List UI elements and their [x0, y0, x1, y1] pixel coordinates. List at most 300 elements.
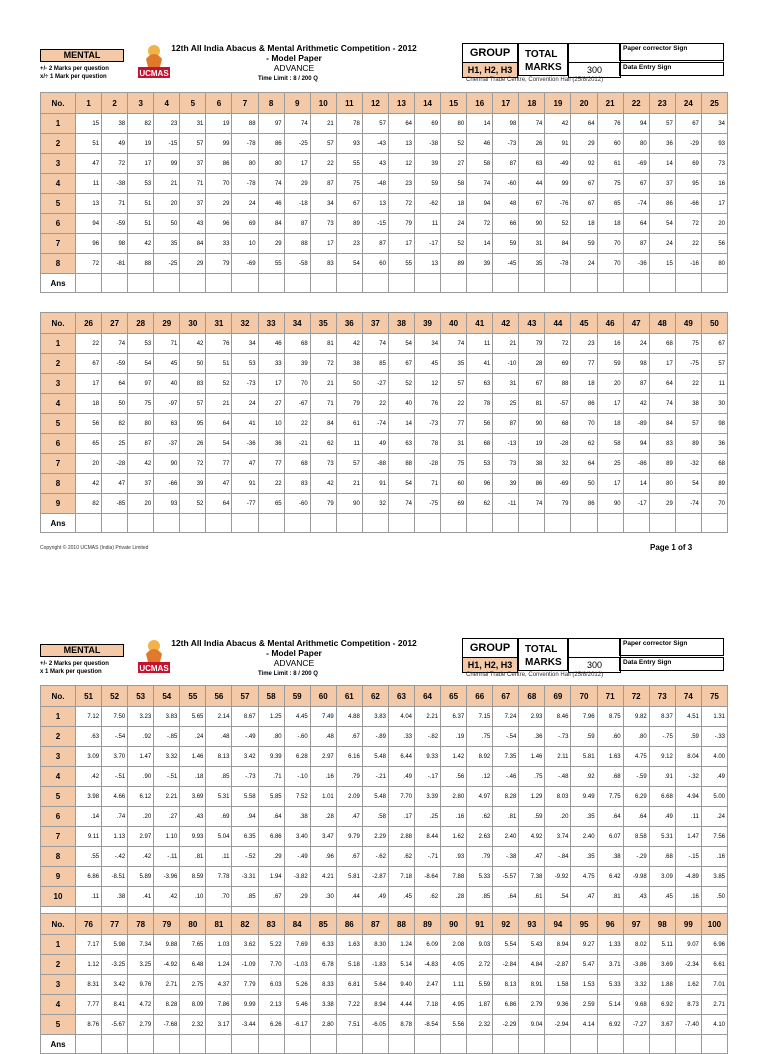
time-limit: Time Limit : 8 / 200 Q: [258, 76, 318, 82]
question-number: 65: [441, 686, 467, 707]
table-cell: 3.69: [649, 955, 675, 975]
question-number: 89: [415, 914, 441, 935]
table-cell: .64: [493, 887, 519, 907]
question-number: 19: [545, 93, 571, 114]
table-cell: 61: [336, 414, 362, 434]
table-cell: 34: [701, 114, 727, 134]
table-cell: 39: [493, 474, 519, 494]
table-cell: 64: [649, 374, 675, 394]
table-cell: 4.88: [336, 707, 362, 727]
question-number: 69: [545, 686, 571, 707]
table-cell: 88: [128, 254, 154, 274]
table-cell: 98: [623, 354, 649, 374]
answer-cell[interactable]: [545, 1035, 571, 1054]
table-cell: 83: [310, 254, 336, 274]
answer-cell[interactable]: [467, 1035, 493, 1054]
competition-title: 12th All India Abacus & Mental Arithmetic Competition - 2012 - Model Paper: [171, 43, 417, 63]
table-cell: .28: [310, 807, 336, 827]
answer-cell[interactable]: [701, 1035, 727, 1054]
table-cell: 7.18: [415, 995, 441, 1015]
table-cell: 87: [128, 434, 154, 454]
answer-cell[interactable]: [519, 514, 545, 533]
answer-cell[interactable]: [102, 1035, 128, 1054]
data-entry-sign[interactable]: Data Entry Sign: [619, 62, 724, 76]
table-cell: 3.85: [701, 867, 727, 887]
row-number: 6: [41, 214, 76, 234]
table-cell: 5.31: [649, 827, 675, 847]
table-cell: 67: [701, 334, 727, 354]
table-cell: 71: [102, 194, 128, 214]
table-cell: 34: [415, 334, 441, 354]
table-cell: -59: [102, 354, 128, 374]
table-cell: 80: [258, 154, 284, 174]
table-cell: .17: [388, 807, 414, 827]
table-cell: .59: [519, 807, 545, 827]
table-cell: 70: [597, 234, 623, 254]
answer-cell[interactable]: [467, 514, 493, 533]
row-number: 6: [41, 434, 76, 454]
table-cell: 57: [180, 394, 206, 414]
data-entry-sign[interactable]: Data Entry Sign: [619, 657, 724, 671]
table-cell: 31: [519, 234, 545, 254]
table-cell: 2.21: [415, 707, 441, 727]
table-cell: 7.34: [128, 935, 154, 955]
answer-cell[interactable]: [336, 1035, 362, 1054]
question-table: [40, 685, 728, 926]
table-cell: 11: [76, 174, 102, 194]
answer-cell[interactable]: [76, 514, 102, 533]
answer-cell[interactable]: [258, 274, 284, 293]
total-marks-score-box[interactable]: [568, 43, 621, 63]
table-cell: 5.33: [597, 975, 623, 995]
answer-cell[interactable]: [493, 514, 519, 533]
table-cell: 53: [128, 334, 154, 354]
answer-cell[interactable]: [284, 274, 310, 293]
copyright: Copyright © 2010 UCMAS (India) Private Limited: [40, 545, 149, 551]
table-cell: 87: [493, 414, 519, 434]
table-cell: -89: [623, 414, 649, 434]
paper-corrector-sign[interactable]: Paper corrector Sign: [619, 43, 724, 61]
table-cell: 36: [649, 134, 675, 154]
table-cell: 87: [493, 154, 519, 174]
table-cell: 3.39: [415, 787, 441, 807]
table-cell: 8.31: [76, 975, 102, 995]
table-cell: 51: [206, 354, 232, 374]
table-cell: .85: [232, 887, 258, 907]
answer-cell[interactable]: [597, 514, 623, 533]
answer-cell[interactable]: [102, 274, 128, 293]
table-cell: 7.86: [206, 995, 232, 1015]
table-cell: 2.75: [180, 975, 206, 995]
answer-cell[interactable]: [415, 514, 441, 533]
answer-cell[interactable]: [597, 1035, 623, 1054]
table-cell: 21: [336, 474, 362, 494]
level-label: ADVANCE: [273, 63, 315, 73]
answer-cell[interactable]: [519, 274, 545, 293]
table-cell: -.59: [623, 767, 649, 787]
table-cell: 13: [76, 194, 102, 214]
table-cell: 64: [388, 114, 414, 134]
table-cell: .38: [284, 807, 310, 827]
table-cell: 74: [388, 494, 414, 514]
table-cell: 5.48: [362, 787, 388, 807]
answer-cell[interactable]: [519, 1035, 545, 1054]
table-cell: 79: [206, 254, 232, 274]
answer-cell[interactable]: [441, 514, 467, 533]
row-number: 2: [41, 354, 76, 374]
table-cell: 65: [597, 194, 623, 214]
table-cell: 18: [441, 194, 467, 214]
table-cell: 7.96: [571, 707, 597, 727]
answer-cell[interactable]: [362, 514, 388, 533]
table-cell: -2.29: [493, 1015, 519, 1035]
table-cell: 8.09: [180, 995, 206, 1015]
table-cell: 8.03: [545, 787, 571, 807]
answer-cell[interactable]: [206, 274, 232, 293]
answer-cell[interactable]: [415, 1035, 441, 1054]
table-cell: 19: [519, 434, 545, 454]
table-cell: 3.42: [232, 747, 258, 767]
table-cell: 4.66: [102, 787, 128, 807]
answer-cell[interactable]: [180, 1035, 206, 1054]
answer-cell[interactable]: [701, 514, 727, 533]
table-cell: 8.76: [76, 1015, 102, 1035]
table-cell: 9.49: [571, 787, 597, 807]
table-cell: 43: [362, 154, 388, 174]
table-cell: .81: [493, 807, 519, 827]
table-cell: -38: [102, 174, 128, 194]
table-cell: 76: [597, 114, 623, 134]
table-cell: 46: [258, 194, 284, 214]
answer-cell[interactable]: [388, 514, 414, 533]
table-cell: 74: [258, 174, 284, 194]
table-cell: 31: [441, 434, 467, 454]
table-row: [41, 827, 728, 847]
table-cell: .49: [701, 767, 727, 787]
table-cell: 63: [388, 434, 414, 454]
marks-rule-mul: x 1 Mark per question: [40, 669, 102, 675]
question-number: 91: [467, 914, 493, 935]
answer-cell[interactable]: [623, 1035, 649, 1054]
table-cell: 37: [180, 194, 206, 214]
table-cell: 64: [102, 374, 128, 394]
table-cell: 61: [597, 154, 623, 174]
table-row: [41, 114, 728, 134]
logo-text: UCMAS: [139, 69, 169, 78]
answer-cell[interactable]: [206, 1035, 232, 1054]
answer-cell[interactable]: [362, 274, 388, 293]
answer-cell[interactable]: [258, 1035, 284, 1054]
table-cell: 17: [76, 374, 102, 394]
table-cell: 80: [128, 414, 154, 434]
question-number: 37: [362, 313, 388, 334]
answer-cell[interactable]: [336, 274, 362, 293]
table-cell: 8.37: [649, 707, 675, 727]
table-cell: 75: [675, 334, 701, 354]
table-cell: .74: [102, 807, 128, 827]
table-cell: -25: [284, 134, 310, 154]
table-cell: 81: [519, 394, 545, 414]
answer-cell[interactable]: [493, 1035, 519, 1054]
answer-cell[interactable]: [76, 274, 102, 293]
answer-cell[interactable]: [649, 274, 675, 293]
table-cell: 17: [701, 194, 727, 214]
table-cell: -.51: [102, 767, 128, 787]
question-table: [40, 92, 728, 293]
table-cell: .85: [467, 887, 493, 907]
table-cell: 2.59: [571, 995, 597, 1015]
question-number: 23: [649, 93, 675, 114]
answer-cell[interactable]: [441, 274, 467, 293]
answer-cell[interactable]: [545, 514, 571, 533]
table-cell: 5.58: [232, 787, 258, 807]
table-cell: 60: [597, 134, 623, 154]
answer-cell[interactable]: [102, 514, 128, 533]
table-cell: 1.62: [675, 975, 701, 995]
table-cell: 9.76: [128, 975, 154, 995]
table-cell: 64: [623, 214, 649, 234]
answer-row: [41, 514, 728, 533]
column-header-row: [41, 313, 728, 334]
table-row: [41, 394, 728, 414]
table-cell: -.38: [493, 847, 519, 867]
answer-cell[interactable]: [180, 274, 206, 293]
question-number: 59: [284, 686, 310, 707]
table-cell: 33: [206, 234, 232, 254]
table-cell: .92: [571, 767, 597, 787]
question-number: 28: [128, 313, 154, 334]
table-cell: -75: [415, 494, 441, 514]
table-cell: 83: [284, 474, 310, 494]
table-cell: 6.03: [258, 975, 284, 995]
answer-cell[interactable]: [441, 1035, 467, 1054]
question-number: 90: [441, 914, 467, 935]
table-cell: -.33: [701, 727, 727, 747]
ans-label: Ans: [41, 514, 76, 533]
table-cell: 4.45: [284, 707, 310, 727]
table-cell: 34: [232, 334, 258, 354]
table-cell: 80: [441, 114, 467, 134]
table-cell: 27: [441, 154, 467, 174]
row-number: 5: [41, 194, 76, 214]
question-number: 62: [362, 686, 388, 707]
table-cell: 74: [102, 334, 128, 354]
table-cell: 35: [441, 354, 467, 374]
answer-cell[interactable]: [675, 1035, 701, 1054]
table-cell: 54: [128, 354, 154, 374]
no-header: No.: [41, 313, 76, 334]
table-cell: .90: [128, 767, 154, 787]
question-number: 66: [467, 686, 493, 707]
table-cell: 7.77: [76, 995, 102, 1015]
question-number: 16: [467, 93, 493, 114]
answer-cell[interactable]: [232, 274, 258, 293]
table-cell: 7.56: [701, 827, 727, 847]
answer-cell[interactable]: [701, 274, 727, 293]
question-number: 13: [388, 93, 414, 114]
table-cell: .41: [128, 887, 154, 907]
table-cell: 22: [675, 234, 701, 254]
table-cell: 94: [623, 434, 649, 454]
table-cell: -29: [675, 134, 701, 154]
table-cell: .49: [649, 807, 675, 827]
table-cell: 24: [649, 234, 675, 254]
question-number: 20: [571, 93, 597, 114]
ans-label: Ans: [41, 1035, 76, 1054]
table-cell: -3.44: [232, 1015, 258, 1035]
answer-cell[interactable]: [154, 1035, 180, 1054]
table-cell: -.15: [675, 847, 701, 867]
question-table: [40, 913, 728, 1054]
row-number: 7: [41, 827, 76, 847]
table-cell: 4.84: [519, 955, 545, 975]
table-cell: .29: [284, 887, 310, 907]
table-row: [41, 847, 728, 867]
table-cell: 17: [597, 394, 623, 414]
table-cell: 4.14: [571, 1015, 597, 1035]
table-row: [41, 955, 728, 975]
answer-cell[interactable]: [467, 274, 493, 293]
question-number: 72: [623, 686, 649, 707]
table-cell: .18: [180, 767, 206, 787]
answer-cell[interactable]: [154, 514, 180, 533]
table-cell: 77: [258, 454, 284, 474]
table-cell: 60: [362, 254, 388, 274]
answer-cell[interactable]: [623, 274, 649, 293]
table-cell: 6.48: [180, 955, 206, 975]
table-cell: 2.97: [128, 827, 154, 847]
table-cell: 18: [76, 394, 102, 414]
answer-cell[interactable]: [284, 1035, 310, 1054]
answer-cell[interactable]: [206, 514, 232, 533]
table-cell: 40: [388, 394, 414, 414]
answer-cell[interactable]: [388, 274, 414, 293]
time-limit: Time Limit : 8 / 200 Q: [258, 671, 318, 677]
table-cell: 5.81: [571, 747, 597, 767]
question-number: 33: [258, 313, 284, 334]
answer-cell[interactable]: [232, 514, 258, 533]
table-cell: 5.14: [388, 955, 414, 975]
table-cell: -3.31: [232, 867, 258, 887]
answer-cell[interactable]: [675, 514, 701, 533]
table-cell: 6.86: [76, 867, 102, 887]
answer-cell[interactable]: [336, 514, 362, 533]
table-cell: 98: [493, 114, 519, 134]
answer-cell[interactable]: [571, 1035, 597, 1054]
total-marks-score-box[interactable]: [568, 638, 621, 658]
table-cell: -7.40: [675, 1015, 701, 1035]
table-cell: -3.86: [623, 955, 649, 975]
table-cell: 17: [128, 154, 154, 174]
table-cell: -86: [623, 454, 649, 474]
question-number: 39: [415, 313, 441, 334]
answer-cell[interactable]: [258, 514, 284, 533]
answer-cell[interactable]: [180, 514, 206, 533]
question-number: 12: [362, 93, 388, 114]
question-number: 35: [310, 313, 336, 334]
answer-cell[interactable]: [76, 1035, 102, 1054]
table-cell: -.52: [232, 847, 258, 867]
answer-cell[interactable]: [571, 274, 597, 293]
answer-cell[interactable]: [310, 274, 336, 293]
answer-cell[interactable]: [128, 274, 154, 293]
question-number: 64: [415, 686, 441, 707]
answer-cell[interactable]: [649, 1035, 675, 1054]
table-cell: 3.83: [154, 707, 180, 727]
answer-cell[interactable]: [232, 1035, 258, 1054]
table-cell: 75: [441, 454, 467, 474]
table-cell: 38: [519, 454, 545, 474]
table-cell: 8.78: [388, 1015, 414, 1035]
answer-cell[interactable]: [623, 514, 649, 533]
row-number: 6: [41, 807, 76, 827]
answer-cell[interactable]: [310, 1035, 336, 1054]
table-cell: 49: [362, 434, 388, 454]
question-number: 2: [102, 93, 128, 114]
table-cell: 8.94: [545, 935, 571, 955]
answer-cell[interactable]: [154, 274, 180, 293]
table-cell: .59: [675, 727, 701, 747]
table-cell: .27: [154, 807, 180, 827]
table-cell: 57: [336, 454, 362, 474]
table-cell: 83: [180, 374, 206, 394]
table-cell: .92: [128, 727, 154, 747]
table-cell: 24: [623, 334, 649, 354]
row-number: 4: [41, 995, 76, 1015]
answer-cell[interactable]: [675, 274, 701, 293]
table-cell: 67: [623, 174, 649, 194]
answer-cell[interactable]: [362, 1035, 388, 1054]
table-cell: .79: [336, 767, 362, 787]
question-number: 8: [258, 93, 284, 114]
row-number: 1: [41, 707, 76, 727]
answer-cell[interactable]: [128, 1035, 154, 1054]
table-cell: 5.64: [362, 975, 388, 995]
answer-cell[interactable]: [415, 274, 441, 293]
table-cell: 36: [701, 434, 727, 454]
answer-cell[interactable]: [649, 514, 675, 533]
question-number: 27: [102, 313, 128, 334]
table-cell: 50: [571, 474, 597, 494]
question-number: 82: [232, 914, 258, 935]
answer-cell[interactable]: [545, 274, 571, 293]
question-number: 95: [571, 914, 597, 935]
table-cell: -25: [154, 254, 180, 274]
table-cell: 3.32: [623, 975, 649, 995]
table-cell: 87: [623, 374, 649, 394]
table-cell: 29: [180, 254, 206, 274]
answer-cell[interactable]: [493, 274, 519, 293]
answer-cell[interactable]: [597, 274, 623, 293]
table-cell: 44: [519, 174, 545, 194]
table-cell: -17: [623, 494, 649, 514]
table-cell: .47: [336, 807, 362, 827]
table-cell: 94: [467, 194, 493, 214]
paper-corrector-sign[interactable]: Paper corrector Sign: [619, 638, 724, 656]
answer-cell[interactable]: [310, 514, 336, 533]
table-cell: -.17: [415, 767, 441, 787]
table-cell: 9.33: [415, 747, 441, 767]
table-cell: 84: [258, 214, 284, 234]
answer-cell[interactable]: [571, 514, 597, 533]
answer-cell[interactable]: [128, 514, 154, 533]
answer-cell[interactable]: [388, 1035, 414, 1054]
question-number: 11: [336, 93, 362, 114]
table-cell: 51: [128, 214, 154, 234]
answer-cell[interactable]: [284, 514, 310, 533]
table-cell: .33: [388, 727, 414, 747]
table-cell: 77: [206, 454, 232, 474]
